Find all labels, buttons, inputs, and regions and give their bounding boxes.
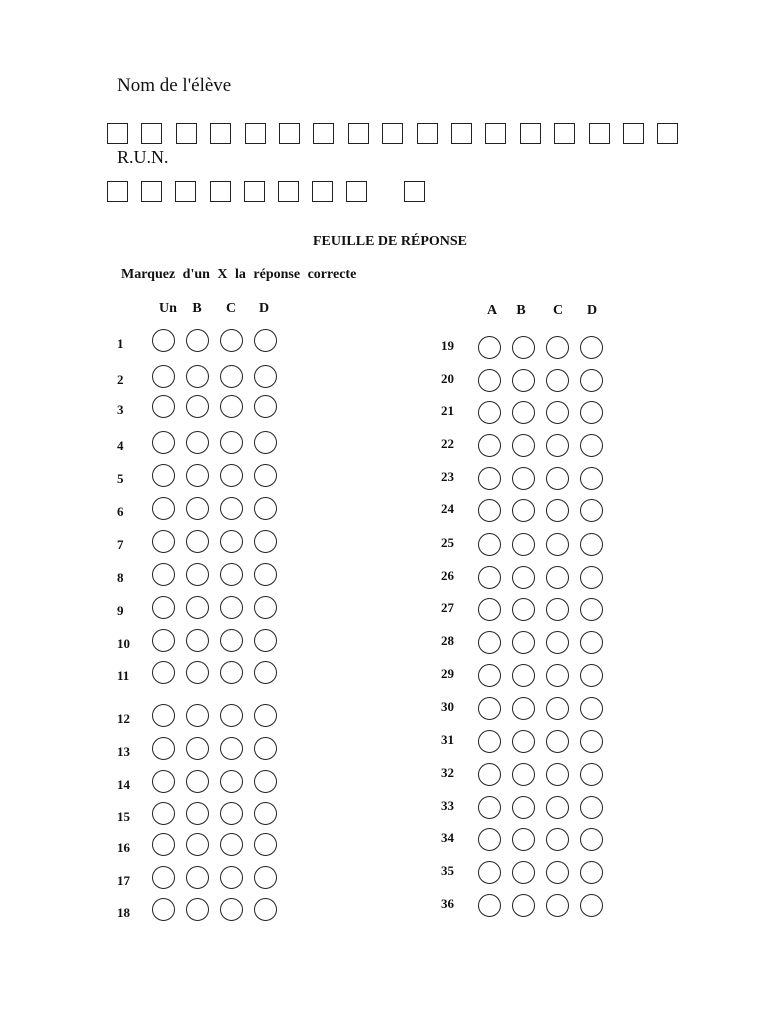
answer-bubble[interactable]	[152, 898, 175, 921]
answer-bubble[interactable]	[580, 467, 603, 490]
answer-bubble[interactable]	[254, 737, 277, 760]
answer-bubble[interactable]	[546, 730, 569, 753]
answer-bubble[interactable]	[546, 763, 569, 786]
answer-bubble[interactable]	[152, 661, 175, 684]
answer-bubble[interactable]	[220, 563, 243, 586]
answer-bubble[interactable]	[546, 434, 569, 457]
answer-bubble[interactable]	[512, 730, 535, 753]
answer-bubble[interactable]	[152, 464, 175, 487]
question-number: 5	[117, 471, 124, 486]
run-digit-box[interactable]	[244, 181, 265, 202]
answer-bubble[interactable]	[186, 464, 209, 487]
answer-bubble[interactable]	[220, 802, 243, 825]
answer-bubble[interactable]	[546, 796, 569, 819]
answer-bubble[interactable]	[546, 697, 569, 720]
answer-bubble[interactable]	[546, 499, 569, 522]
answer-bubble[interactable]	[254, 395, 277, 418]
question-number: 31	[441, 732, 454, 747]
run-digit-box[interactable]	[404, 181, 425, 202]
answer-bubble[interactable]	[186, 530, 209, 553]
name-letter-box[interactable]	[589, 123, 610, 144]
answer-bubble[interactable]	[478, 598, 501, 621]
answer-bubble[interactable]	[186, 596, 209, 619]
answer-bubble[interactable]	[220, 704, 243, 727]
answer-bubble[interactable]	[546, 369, 569, 392]
answer-bubble[interactable]	[512, 533, 535, 556]
answer-bubble[interactable]	[546, 401, 569, 424]
choice-header-right: A	[486, 303, 498, 318]
answer-bubble[interactable]	[546, 598, 569, 621]
run-digit-box[interactable]	[141, 181, 162, 202]
answer-bubble[interactable]	[546, 828, 569, 851]
question-number: 2	[117, 372, 124, 387]
answer-bubble[interactable]	[254, 661, 277, 684]
answer-bubble[interactable]	[512, 369, 535, 392]
answer-bubble[interactable]	[220, 898, 243, 921]
answer-bubble[interactable]	[580, 533, 603, 556]
name-letter-box[interactable]	[623, 123, 644, 144]
answer-bubble[interactable]	[220, 365, 243, 388]
answer-bubble[interactable]	[254, 464, 277, 487]
answer-bubble[interactable]	[478, 861, 501, 884]
answer-bubble[interactable]	[254, 365, 277, 388]
name-letter-box[interactable]	[451, 123, 472, 144]
answer-bubble[interactable]	[254, 431, 277, 454]
run-digit-box[interactable]	[210, 181, 231, 202]
answer-bubble[interactable]	[478, 336, 501, 359]
answer-bubble[interactable]	[186, 431, 209, 454]
answer-bubble[interactable]	[478, 730, 501, 753]
question-number: 15	[117, 809, 130, 824]
name-letter-box[interactable]	[245, 123, 266, 144]
answer-bubble[interactable]	[546, 631, 569, 654]
answer-bubble[interactable]	[580, 499, 603, 522]
answer-bubble[interactable]	[580, 664, 603, 687]
question-number: 8	[117, 570, 124, 585]
answer-bubble[interactable]	[478, 631, 501, 654]
answer-bubble[interactable]	[478, 828, 501, 851]
question-number: 25	[441, 535, 454, 550]
choice-header-right: B	[516, 303, 526, 318]
answer-bubble[interactable]	[478, 499, 501, 522]
question-number: 10	[117, 636, 130, 651]
answer-bubble[interactable]	[152, 802, 175, 825]
name-letter-box[interactable]	[657, 123, 678, 144]
answer-bubble[interactable]	[478, 533, 501, 556]
answer-bubble[interactable]	[186, 661, 209, 684]
question-number: 32	[441, 765, 454, 780]
answer-bubble[interactable]	[152, 770, 175, 793]
answer-bubble[interactable]	[152, 737, 175, 760]
answer-bubble[interactable]	[220, 530, 243, 553]
question-number: 35	[441, 863, 454, 878]
choice-header-left: B	[192, 301, 202, 316]
answer-bubble[interactable]	[220, 629, 243, 652]
answer-bubble[interactable]	[152, 596, 175, 619]
answer-bubble[interactable]	[254, 596, 277, 619]
answer-bubble[interactable]	[254, 563, 277, 586]
run-label: R.U.N.	[117, 147, 169, 167]
question-number: 19	[441, 338, 454, 353]
question-number: 29	[441, 666, 454, 681]
answer-bubble[interactable]	[152, 530, 175, 553]
answer-bubble[interactable]	[220, 431, 243, 454]
answer-bubble[interactable]	[220, 661, 243, 684]
name-letter-box[interactable]	[554, 123, 575, 144]
answer-bubble[interactable]	[512, 697, 535, 720]
answer-bubble[interactable]	[512, 664, 535, 687]
question-number: 26	[441, 568, 454, 583]
answer-bubble[interactable]	[478, 566, 501, 589]
answer-bubble[interactable]	[220, 596, 243, 619]
question-number: 17	[117, 873, 130, 888]
answer-bubble[interactable]	[220, 737, 243, 760]
question-number: 20	[441, 371, 454, 386]
answer-bubble[interactable]	[580, 697, 603, 720]
answer-bubble[interactable]	[512, 894, 535, 917]
answer-bubble[interactable]	[580, 763, 603, 786]
answer-bubble[interactable]	[580, 828, 603, 851]
choice-header-right: D	[586, 303, 598, 318]
question-number: 3	[117, 402, 124, 417]
answer-bubble[interactable]	[152, 833, 175, 856]
answer-bubble[interactable]	[512, 566, 535, 589]
question-number: 33	[441, 798, 454, 813]
answer-bubble[interactable]	[220, 329, 243, 352]
answer-bubble[interactable]	[512, 499, 535, 522]
choice-header-left: Un	[159, 301, 177, 316]
answer-bubble[interactable]	[478, 796, 501, 819]
name-letter-box[interactable]	[107, 123, 128, 144]
answer-bubble[interactable]	[546, 533, 569, 556]
question-number: 24	[441, 501, 454, 516]
answer-bubble[interactable]	[220, 833, 243, 856]
question-number: 30	[441, 699, 454, 714]
question-number: 18	[117, 905, 130, 920]
name-letter-box[interactable]	[279, 123, 300, 144]
answer-bubble[interactable]	[546, 894, 569, 917]
answer-bubble[interactable]	[254, 530, 277, 553]
answer-bubble[interactable]	[512, 631, 535, 654]
name-letter-box[interactable]	[210, 123, 231, 144]
name-letter-box[interactable]	[348, 123, 369, 144]
answer-bubble[interactable]	[152, 395, 175, 418]
answer-bubble[interactable]	[546, 336, 569, 359]
question-number: 22	[441, 436, 454, 451]
answer-bubble[interactable]	[580, 730, 603, 753]
answer-bubble[interactable]	[512, 467, 535, 490]
name-letter-box[interactable]	[485, 123, 506, 144]
name-letter-box[interactable]	[141, 123, 162, 144]
answer-bubble[interactable]	[512, 336, 535, 359]
answer-bubble[interactable]	[186, 833, 209, 856]
answer-bubble[interactable]	[220, 464, 243, 487]
question-number: 1	[117, 336, 124, 351]
answer-bubble[interactable]	[478, 697, 501, 720]
answer-bubble[interactable]	[546, 566, 569, 589]
answer-bubble[interactable]	[152, 431, 175, 454]
answer-bubble[interactable]	[580, 401, 603, 424]
answer-bubble[interactable]	[478, 763, 501, 786]
answer-bubble[interactable]	[478, 369, 501, 392]
name-letter-box[interactable]	[176, 123, 197, 144]
answer-bubble[interactable]	[186, 770, 209, 793]
question-number: 34	[441, 830, 454, 845]
question-number: 13	[117, 744, 130, 759]
name-letter-box[interactable]	[417, 123, 438, 144]
answer-bubble[interactable]	[512, 434, 535, 457]
question-number: 12	[117, 711, 130, 726]
answer-bubble[interactable]	[546, 467, 569, 490]
run-digit-box[interactable]	[346, 181, 367, 202]
student-name-label: Nom de l'élève	[117, 75, 232, 96]
choice-header-right: C	[552, 303, 564, 318]
answer-bubble[interactable]	[580, 434, 603, 457]
answer-bubble[interactable]	[220, 497, 243, 520]
answer-bubble[interactable]	[580, 861, 603, 884]
question-number: 36	[441, 896, 454, 911]
answer-bubble[interactable]	[186, 802, 209, 825]
answer-bubble[interactable]	[254, 898, 277, 921]
answer-bubble[interactable]	[186, 395, 209, 418]
choice-header-left: C	[225, 301, 237, 316]
question-number: 16	[117, 840, 130, 855]
answer-bubble[interactable]	[254, 866, 277, 889]
answer-bubble[interactable]	[186, 365, 209, 388]
answer-bubble[interactable]	[186, 629, 209, 652]
answer-bubble[interactable]	[152, 629, 175, 652]
question-number: 28	[441, 633, 454, 648]
answer-bubble[interactable]	[546, 664, 569, 687]
answer-bubble[interactable]	[220, 866, 243, 889]
answer-bubble[interactable]	[254, 704, 277, 727]
answer-bubble[interactable]	[186, 737, 209, 760]
sheet-instruction: Marquez d'un X la réponse correcte	[121, 267, 357, 282]
question-number: 4	[117, 438, 124, 453]
answer-bubble[interactable]	[254, 802, 277, 825]
choice-header-left: D	[258, 301, 270, 316]
sheet-title: FEUILLE DE RÉPONSE	[312, 234, 468, 249]
question-number: 9	[117, 603, 124, 618]
answer-bubble[interactable]	[254, 629, 277, 652]
answer-bubble[interactable]	[512, 401, 535, 424]
answer-bubble[interactable]	[546, 861, 569, 884]
answer-bubble[interactable]	[186, 898, 209, 921]
name-letter-box[interactable]	[313, 123, 334, 144]
answer-bubble[interactable]	[220, 770, 243, 793]
answer-bubble[interactable]	[478, 401, 501, 424]
run-digit-box[interactable]	[312, 181, 333, 202]
answer-bubble[interactable]	[152, 329, 175, 352]
answer-bubble[interactable]	[186, 704, 209, 727]
answer-bubble[interactable]	[152, 704, 175, 727]
answer-bubble[interactable]	[580, 336, 603, 359]
answer-bubble[interactable]	[254, 770, 277, 793]
name-letter-box[interactable]	[382, 123, 403, 144]
question-number: 6	[117, 504, 124, 519]
answer-bubble[interactable]	[580, 894, 603, 917]
question-number: 27	[441, 600, 454, 615]
answer-bubble[interactable]	[580, 598, 603, 621]
answer-bubble[interactable]	[254, 497, 277, 520]
answer-bubble[interactable]	[512, 763, 535, 786]
answer-bubble[interactable]	[152, 563, 175, 586]
name-letter-box[interactable]	[520, 123, 541, 144]
answer-bubble[interactable]	[580, 566, 603, 589]
answer-bubble[interactable]	[152, 497, 175, 520]
answer-bubble[interactable]	[186, 329, 209, 352]
answer-bubble[interactable]	[254, 329, 277, 352]
run-digit-box[interactable]	[107, 181, 128, 202]
answer-bubble[interactable]	[512, 861, 535, 884]
answer-bubble[interactable]	[478, 434, 501, 457]
question-number: 11	[117, 668, 130, 683]
answer-bubble[interactable]	[512, 828, 535, 851]
answer-bubble[interactable]	[580, 631, 603, 654]
run-digit-box[interactable]	[278, 181, 299, 202]
answer-bubble[interactable]	[580, 796, 603, 819]
question-number: 23	[441, 469, 454, 484]
question-number: 21	[441, 403, 454, 418]
answer-bubble[interactable]	[512, 598, 535, 621]
answer-bubble[interactable]	[478, 467, 501, 490]
answer-bubble[interactable]	[580, 369, 603, 392]
answer-bubble[interactable]	[478, 664, 501, 687]
question-number: 14	[117, 777, 130, 792]
answer-bubble[interactable]	[254, 833, 277, 856]
answer-bubble[interactable]	[186, 563, 209, 586]
question-number: 7	[117, 537, 124, 552]
run-digit-box[interactable]	[175, 181, 196, 202]
answer-bubble[interactable]	[186, 497, 209, 520]
answer-bubble[interactable]	[220, 395, 243, 418]
answer-bubble[interactable]	[152, 365, 175, 388]
answer-bubble[interactable]	[512, 796, 535, 819]
answer-bubble[interactable]	[152, 866, 175, 889]
answer-bubble[interactable]	[186, 866, 209, 889]
answer-bubble[interactable]	[478, 894, 501, 917]
